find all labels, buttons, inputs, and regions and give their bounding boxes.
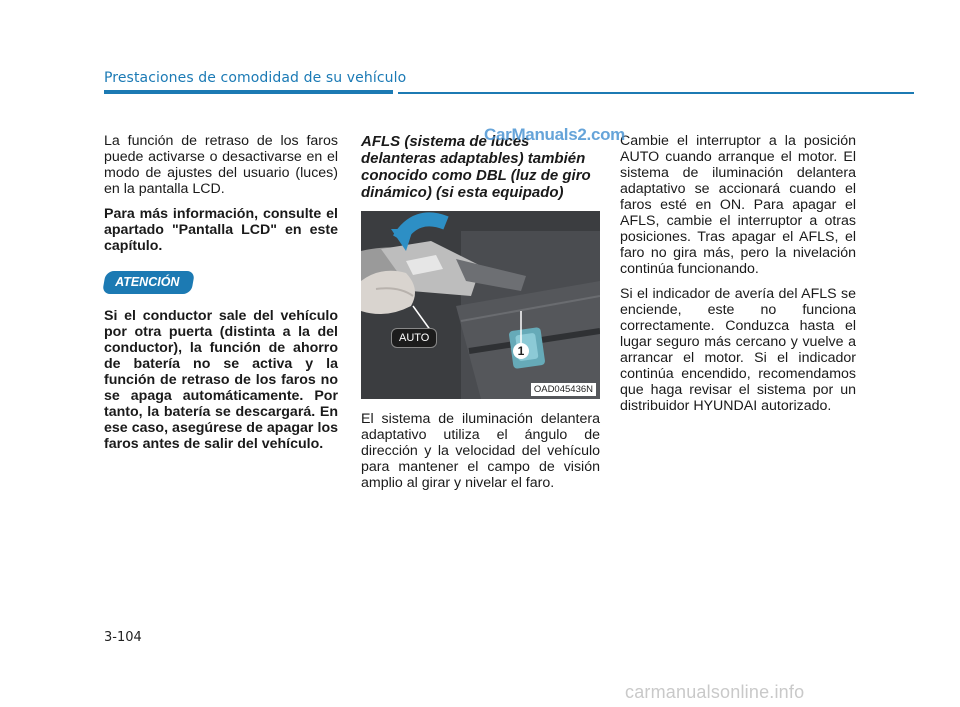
column-middle — [361, 133, 600, 500]
callout-number-badge: 1 — [513, 343, 529, 359]
section-header-title: Prestaciones de comodidad de su vehículo — [104, 70, 407, 86]
watermark-bottom: carmanualsonline.info — [625, 682, 805, 702]
afls-switch-figure — [361, 211, 600, 399]
header-rule-thick — [104, 90, 393, 94]
paragraph-more-info: Para más información, consulte el apartado "Pantalla LCD" en este capítulo. — [104, 206, 338, 254]
afls-section-title: AFLS (sistema de luces delanteras adaptables) también conocido como DBL (luz de giro dinámico) (si esta equipado) — [361, 133, 591, 201]
figure-illustration — [361, 211, 600, 399]
auto-position-label: AUTO — [391, 328, 437, 348]
paragraph-malfunction-indicator: Si el indicador de avería del AFLS se enciende, este no funciona correctamente. Conduzca hasta el lugar seguro más cercano y vuelve a arrancar el motor. Si el indicador continúa encendido, recomendamos que haga revisar el sistema por un distribuidor HYUNDAI autorizado. — [620, 286, 856, 414]
paragraph-afls-description: El sistema de iluminación delantera adaptativo utiliza el ángulo de dirección y la velocidad del vehículo para mantener el campo de visión amplio al girar y nivelar el faro. — [361, 411, 600, 491]
paragraph-delay-function: La función de retraso de los faros puede activarse o desactivarse en el modo de ajustes del usuario (luces) en la pantalla LCD. — [104, 133, 338, 197]
paragraph-auto-position: Cambie el interruptor a la posición AUTO cuando arranque el motor. El sistema de iluminación delantera adaptativo se accionará cuando el faros esté en ON. Para apagar el AFLS, cambie el interruptor a otras posiciones. Tras apagar el AFLS, el faro no gira más, pero la nivelación continúa funcionando. — [620, 133, 856, 277]
figure-code-label: OAD045436N — [531, 383, 596, 396]
attention-badge — [102, 271, 195, 294]
watermark-top: CarManuals2.com — [484, 125, 625, 144]
header-rule-thin — [398, 92, 914, 94]
column-right — [620, 133, 856, 423]
attention-label: ATENCIÓN — [115, 275, 180, 289]
page-number: 3-104 — [104, 630, 142, 645]
column-left — [104, 133, 338, 461]
paragraph-attention-text: Si el conductor sale del vehículo por otra puerta (distinta a la del conductor), la función de ahorro de batería no se activa y la función de retraso de los faros no se apaga automáticamente. Por tanto, la batería se descargará. En ese caso, asegúrese de apagar los faros antes de salir del vehículo. — [104, 308, 338, 452]
